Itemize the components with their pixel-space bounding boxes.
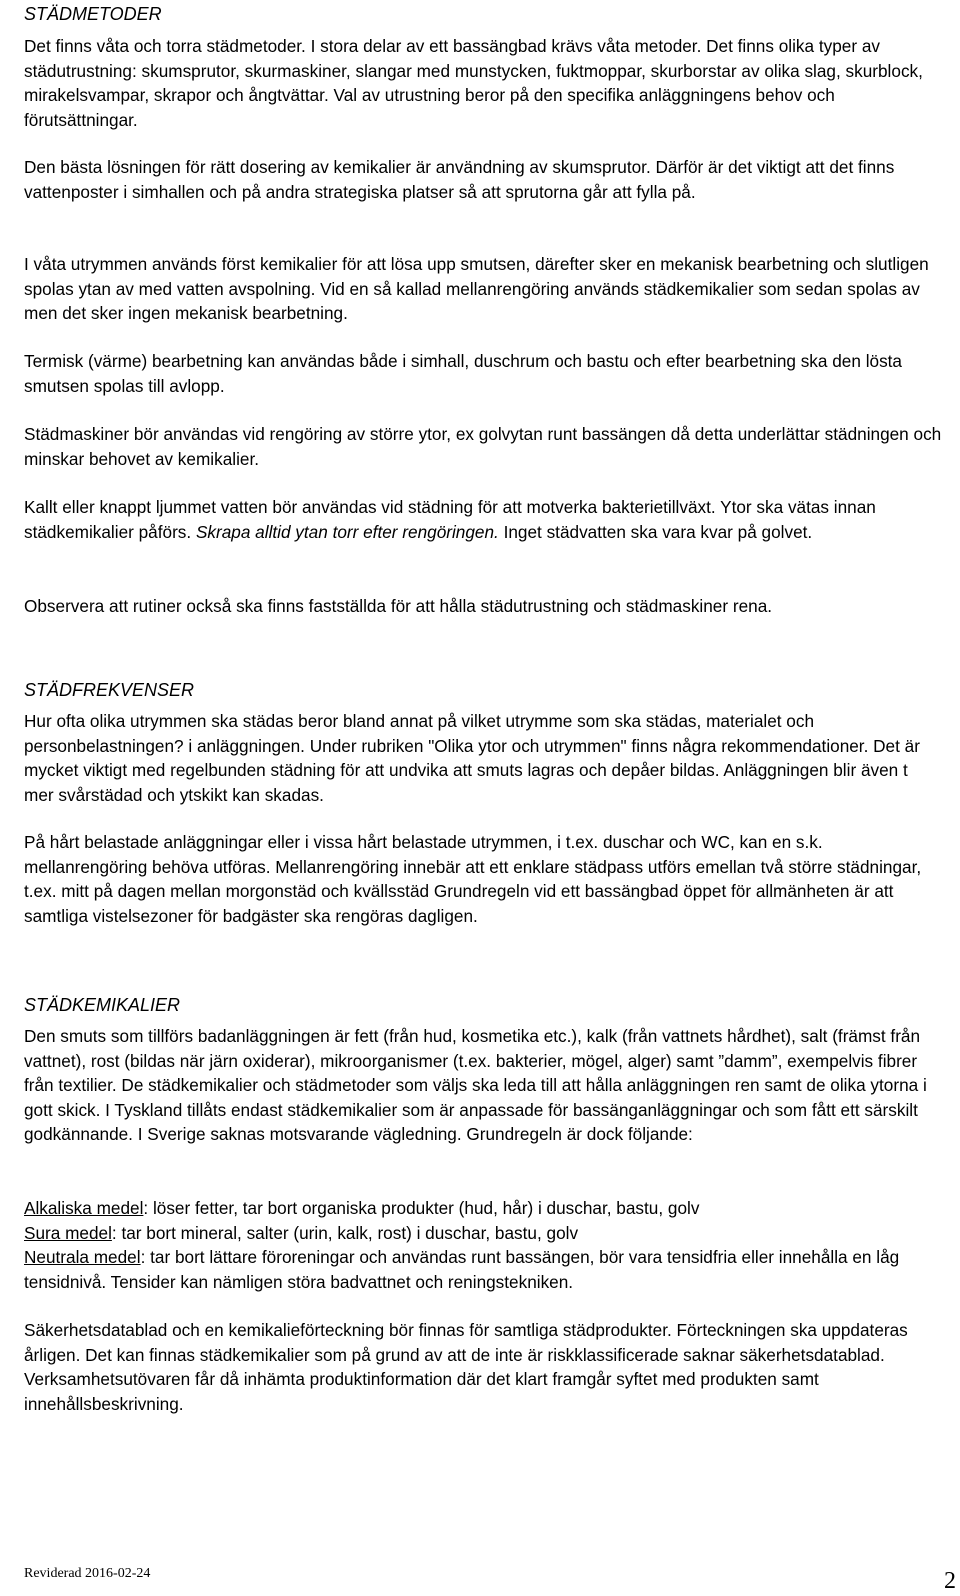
desc-alkaliska-medel: : löser fetter, tar bort organiska produkter (hud, hår) i duschar, bastu, golv	[143, 1198, 700, 1218]
section-heading-stadmetoder: STÄDMETODER	[24, 4, 162, 24]
desc-sura-medel: : tar bort mineral, salter (urin, kalk, rost) i duschar, bastu, golv	[111, 1222, 579, 1243]
paragraph-metoder-7: Observera att rutiner också ska finns fastställda för att hålla städutrustning och städmaskiner rena.	[24, 596, 773, 616]
paragraph-metoder-6-text-c: Inget städvatten ska vara kvar på golvet.	[498, 521, 813, 542]
revision-date: Reviderad 2016-02-24	[24, 1566, 151, 1581]
term-neutrala-medel: Neutrala medel	[24, 1247, 141, 1268]
term-alkaliska-medel: Alkaliska medel	[24, 1198, 144, 1218]
paragraph-metoder-6	[24, 495, 942, 544]
paragraph-kemikalier-2: Säkerhetsdatablad och en kemikalieförteckning bör finnas för samtliga städprodukter. Förteckningen ska uppdateras årligen. Det kan finnas städkemikalier som på grund av att de inte är riskklassificerade saknar säkerhetsdatablad. Verksamhetsutövaren får då inhämta produktinformation där det klart framgår syftet med produkten samt innehållsbeskrivning.	[24, 1320, 908, 1414]
section-heading-stadkemikalier: STÄDKEMIKALIER	[24, 995, 181, 1015]
paragraph-metoder-1: Det finns våta och torra städmetoder. I stora delar av ett bassängbad krävs våta metoder. Det finns olika typer av städutrustning: skumsprutor, skurmaskiner, slangar med munstycken, fuktmoppar, skurborstar av olika slag, skurblock, mirakelsvampar, skrapor och ångtvättar. Val av utrustning beror på den specifika anläggningens behov och förutsättningar.	[24, 36, 923, 130]
paragraph-metoder-2: Den bästa lösningen för rätt dosering av kemikalier är användning av skumsprutor. Därför är det viktigt att det finns vattenposter i simhallen och på andra strategiska platser så att sprutorna går att fylla på.	[24, 157, 895, 202]
page-number: 2	[944, 1568, 956, 1594]
paragraph-metoder-6-text-a: Kallt eller knappt ljummet vatten bör användas vid städning för att motverka bakterietillväxt. Ytor ska vätas innan städkemikalier påförs.	[24, 497, 876, 542]
paragraph-metoder-4: Termisk (värme) bearbetning kan användas både i simhall, duschrum och bastu och efter bearbetning ska den lösta smutsen spolas till avlopp.	[24, 351, 902, 396]
paragraph-metoder-5: Städmaskiner bör användas vid rengöring av större ytor, ex golvytan runt bassängen då detta underlättar städningen och minskar behovet av kemikalier.	[24, 424, 942, 469]
paragraph-metoder-6-emphasis: Skrapa alltid ytan torr efter rengöringen.	[195, 521, 499, 542]
desc-neutrala-medel: : tar bort lättare föroreningar och användas runt bassängen, bör vara tensidfria eller innehålla en låg tensidnivå. Tensider kan nämligen störa badvattnet och reningstekniken.	[24, 1247, 900, 1292]
paragraph-metoder-3: I våta utrymmen används först kemikalier för att lösa upp smutsen, därefter sker en mekanisk bearbetning och slutligen spolas ytan av med vatten avspolning. Vid en så kallad mellanrengöring används städkemikalier som sedan spolas av men det sker ingen mekanisk bearbetning.	[24, 254, 929, 324]
chemical-list	[24, 1196, 942, 1294]
section-heading-stadfrekvenser: STÄDFREKVENSER	[24, 680, 195, 700]
list-item-alkaliska	[24, 1196, 942, 1221]
paragraph-kemikalier-1: Den smuts som tillförs badanläggningen är fett (från hud, kosmetika etc.), kalk (från vattnets hårdhet), salt (främst från vattnet), rost (bildas när järn oxiderar), mikroorganismer (t.ex. bakterier, mögel, alger) samt ”damm”, exempelvis fibrer från textilier. De städkemikalier och städmetoder som väljs ska leda till att hålla anläggningen ren samt de olika ytorna i gott skick. I Tyskland tillåts endast städkemikalier som är anpassade för bassänganläggningar och som fått ett särskilt godkännande. I Sverige saknas motsvarande vägledning. Grundregeln är dock följande:	[24, 1026, 927, 1145]
paragraph-frekvenser-1: Hur ofta olika utrymmen ska städas beror bland annat på vilket utrymme som ska städas, materialet och personbelastningen? i anläggningen. Under rubriken "Olika ytor och utrymmen" finns några rekommendationer. Det är mycket viktigt med regelbunden städning för att undvika att smuts lagras och depåer bildas. Anläggningen blir även t mer svårstädad och ytskikt kan skadas.	[24, 711, 920, 805]
term-sura-medel: Sura medel	[24, 1222, 112, 1243]
paragraph-frekvenser-2: På hårt belastade anläggningar eller i vissa hårt belastade utrymmen, i t.ex. duschar och WC, kan en s.k. mellanrengöring behöva utföras. Mellanrengöring innebär att ett enklare städpass utförs emellan två större städningar, t.ex. mitt på dagen mellan morgonstäd och kvällsstäd Grundregeln vid ett bassängbad öppet för allmänheten är att samtliga vistelsezoner för badgäster ska rengöras dagligen.	[24, 832, 922, 926]
list-item-neutrala	[24, 1245, 942, 1294]
list-item-sura	[24, 1221, 942, 1246]
